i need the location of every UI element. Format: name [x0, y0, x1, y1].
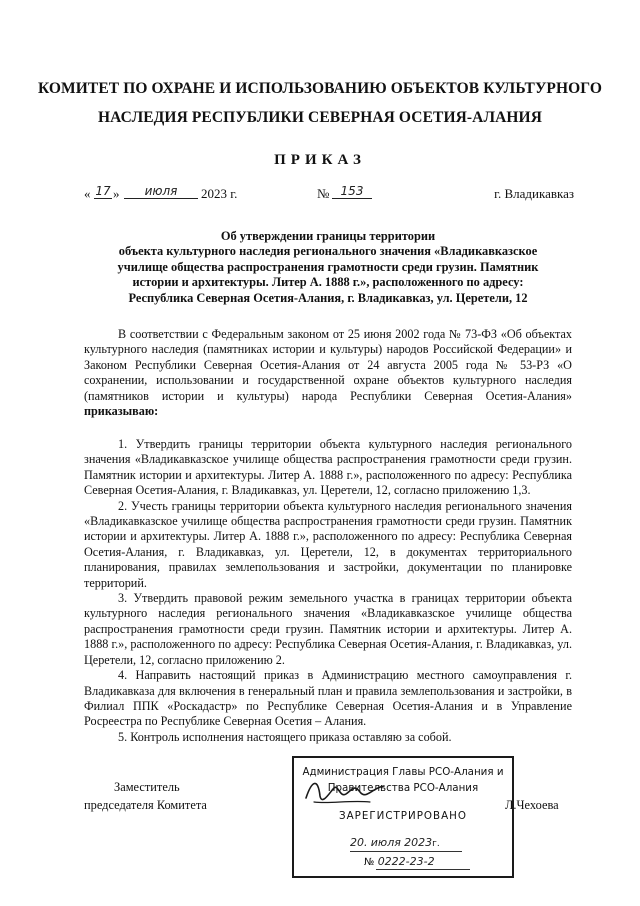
organization-name-line1: КОМИТЕТ ПО ОХРАНЕ И ИСПОЛЬЗОВАНИЮ ОБЪЕКТОВ КУЛЬТУРНОГО	[37, 80, 603, 97]
date-month: июля	[124, 184, 198, 199]
preamble-text: В соответствии с Федеральным законом от 25 июня 2002 года № 73-ФЗ «Об объектах культурного наследия (памятниках истории и культуры) народов Российской Федерации» и Законом Республики Северная Осетия-Алания от 24 августа 2005 года № 53-РЗ «О сохранении, использовании и государственной охране объектов культурного наследия (памятников истории и культуры) народа Республики Северная Осетия-Алания»	[84, 327, 572, 403]
signatory-name: Л.Чехоева	[505, 798, 559, 812]
stamp-date-day: 20.	[350, 836, 368, 849]
date-quote-close: »	[113, 186, 120, 201]
stamp-number-label: №	[364, 857, 375, 868]
order-item-5: 5. Контроль исполнения настоящего приказа оставляю за собой.	[118, 729, 452, 744]
order-subject	[88, 229, 568, 306]
subject-line: истории и архитектуры. Литер А. 1888 г.», расположенного по адресу:	[132, 275, 524, 290]
city: г. Владикавказ	[494, 186, 574, 201]
handwritten-signature	[300, 772, 390, 812]
stamp-reg-number: 0222-23-2	[377, 855, 435, 868]
subject-line: училище общества распространения грамотности среди грузин. Памятник	[117, 259, 539, 274]
stamp-line1: Администрация Главы РСО-Алания и	[302, 766, 504, 778]
stamp-number-underline	[376, 869, 470, 870]
stamp-date-underline	[350, 851, 462, 852]
number-label: №	[317, 186, 330, 201]
order-item-3: 3. Утвердить правовой режим земельного участка в границах территории объекта культурного наследия регионального значения «Владикавказское училище общества распространения грамотности среди грузин. Памятник истории и архитектуры. Литер А. 1888 г.», расположенного по адресу: Республика Северная Осетия-Алания, г. Владикавказ, ул. Церетели, 12, согласно приложению 2.	[84, 591, 572, 667]
document-title: ПРИКАЗ	[274, 152, 366, 168]
stamp-date-year: 2023	[404, 836, 433, 849]
preamble-paragraph	[84, 327, 572, 419]
subject-line: объекта культурного наследия регионального значения «Владикавказское	[118, 244, 538, 259]
order-number: 153	[332, 184, 372, 199]
meta-line	[84, 184, 574, 206]
stamp-registered: ЗАРЕГИСТРИРОВАНО	[338, 810, 467, 822]
order-items	[84, 437, 572, 745]
order-item-1: 1. Утвердить границы территории объекта культурного наследия регионального значения «Владикавказское училище общества распространения грамотности среди грузин. Памятник истории и архитектуры. Литер А. 1888 г.», расположенного по адресу: Республика Северная Осетия-Алания, г. Владикавказ, ул. Церетели, 12, согласно приложению 1,3.	[84, 437, 572, 498]
stamp-date-month: июля	[370, 836, 401, 849]
signatory-position-line2: председателя Комитета	[84, 798, 207, 812]
subject-line: Об утверждении границы территории	[220, 229, 436, 243]
subject-line: Республика Северная Осетия-Алания, г. Владикавказ, ул. Церетели, 12	[128, 290, 528, 305]
order-item-4: 4. Направить настоящий приказ в Администрацию местного самоуправления г. Владикавказа для включения в генеральный план и правила землепользования и застройки, в Филиал ППК «Роскадастр» по Республике Северная Осетия-Алания и в Управление Росреестра по Республике Северная Осетия – Алания.	[84, 668, 572, 729]
date-quote-open: «	[84, 186, 91, 201]
order-item-2: 2. Учесть границы территории объекта культурного наследия регионального значения «Владикавказское училище общества распространения грамотности среди грузин. Памятник истории и архитектуры. Литер А. 1888 г.», расположенного по адресу: Республика Северная Осетия-Алания, г. Владикавказ, ул. Церетели, 12, в документах территориального планирования, правилах землепользования и застройки, документации по планировке территорий.	[84, 498, 572, 590]
order-command: приказываю:	[84, 404, 159, 419]
organization-name-line2: НАСЛЕДИЯ РЕСПУБЛИКИ СЕВЕРНАЯ ОСЕТИЯ-АЛАНИЯ	[98, 109, 542, 126]
stamp-year-suffix: г.	[432, 839, 440, 849]
stamp-line2: Правительства РСО-Алания	[327, 782, 479, 794]
signatory-position-line1: Заместитель	[114, 780, 180, 794]
stamp-date	[350, 836, 470, 854]
stamp-number	[364, 855, 484, 868]
date-day: 17	[95, 184, 111, 198]
date-year: 2023 г.	[201, 186, 238, 201]
